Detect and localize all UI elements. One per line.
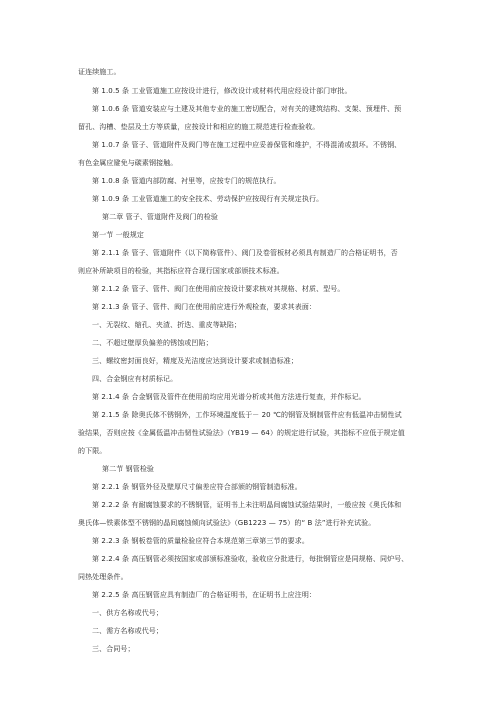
- text-line: 同热处理条件。: [78, 573, 128, 581]
- text-line: 的下限。: [78, 447, 107, 455]
- list-item: 四、合金钢应有材质标记。: [92, 375, 178, 383]
- clause-1-0-5: 第 1.0.5 条 工业管道施工应按设计进行，修改设计或材料代用应经设计部门审批。: [92, 87, 352, 95]
- list-item: 三、螺纹密封面良好，精度及光洁度应达到设计要求或制造标准；: [92, 357, 298, 365]
- text-line: 验结果，否则应按《金属低温冲击韧性试验法》（YB19 — 64）的规定进行试验，其指标不应低于规定值: [78, 429, 405, 437]
- text-line: 有色金属应避免与碳素钢接触。: [78, 159, 178, 167]
- text-line: 留孔、沟槽、垫层及土方等质量，应按设计和相应的施工规范进行检查验收。: [78, 123, 320, 131]
- list-item: 一、供方名称或代号；: [92, 609, 163, 617]
- text-line: 证连续施工。: [78, 68, 121, 76]
- clause-2-1-2: 第 2.1.2 条 管子、管件、阀门在使用前应按设计要求核对其规格、材质、型号。: [92, 285, 345, 293]
- section-heading: 第二节 钢管检验: [102, 465, 155, 473]
- clause-2-1-3: 第 2.1.3 条 管子、管件、阀门在使用前应进行外观检查，要求其表面：: [92, 303, 317, 311]
- clause-2-1-1: 第 2.1.1 条 管子、管道附件（以下简称管件）、阀门及卷管板材必须具有制造厂的合格证明书，否: [92, 249, 398, 257]
- clause-2-2-5: 第 2.2.5 条 高压钢管应具有制造厂的合格证明书，在证明书上应注明：: [92, 591, 317, 599]
- list-item: 三、合同号；: [92, 645, 135, 653]
- clause-2-2-3: 第 2.2.3 条 钢板卷管的质量检验应符合本规范第三章第三节的要求。: [92, 537, 309, 545]
- chapter-heading: 第二章 管子、管道附件及阀门的检验: [102, 213, 218, 221]
- clause-2-2-4: 第 2.2.4 条 高压钢管必须按国家或部颁标准验收，验收应分批进行，每批钢管应是同规格、同炉号、: [92, 555, 409, 563]
- clause-1-0-8: 第 1.0.8 条 管道内部防腐、衬里等，应按专门的规范执行。: [92, 177, 281, 185]
- list-item: 二、不超过壁厚负偏差的锈蚀或凹陷；: [92, 339, 213, 347]
- text-line: 则应补所缺项目的检验，其指标应符合现行国家或部颁技术标准。: [78, 267, 284, 275]
- list-item: 二、需方名称或代号；: [92, 627, 163, 635]
- clause-2-2-2: 第 2.2.2 条 有耐腐蚀要求的不锈钢管，证明书上未注明晶间腐蚀试验结果时，一般应按《奥氏体和: [92, 501, 402, 509]
- clause-1-0-7: 第 1.0.7 条 管子、管道附件及阀门等在施工过程中应妥善保管和维护，不得混淆或损坏。不锈钢、: [92, 141, 402, 149]
- clause-1-0-6: 第 1.0.6 条 管道安装应与土建及其他专业的施工密切配合，对有关的建筑结构、支架、预埋件、预: [92, 105, 402, 113]
- clause-2-1-5: 第 2.1.5 条 除奥氏体不锈钢外，工作环境温度低于－ 20 ℃的钢管及钢制管件应有低温冲击韧性试: [92, 411, 402, 419]
- text-line: 奥氏体—铁素体型不锈钢的晶间腐蚀倾向试验法》（GB1223 — 75）的“ B 法”进行补充试验。: [78, 519, 376, 527]
- clause-1-0-9: 第 1.0.9 条 工业管道施工的安全技术、劳动保护应按现行有关规定执行。: [92, 195, 324, 203]
- list-item: 一、无裂纹、缩孔、夹渣、折迭、重皮等缺陷；: [92, 321, 242, 329]
- clause-2-2-1: 第 2.2.1 条 钢管外径及壁厚尺寸偏差应符合部颁的钢管制造标准。: [92, 483, 302, 491]
- clause-2-1-4: 第 2.1.4 条 合金钢管及管件在使用前均应用光谱分析或其他方法进行复查，并作标记。: [92, 393, 366, 401]
- section-heading: 第一节 一般规定: [92, 231, 145, 239]
